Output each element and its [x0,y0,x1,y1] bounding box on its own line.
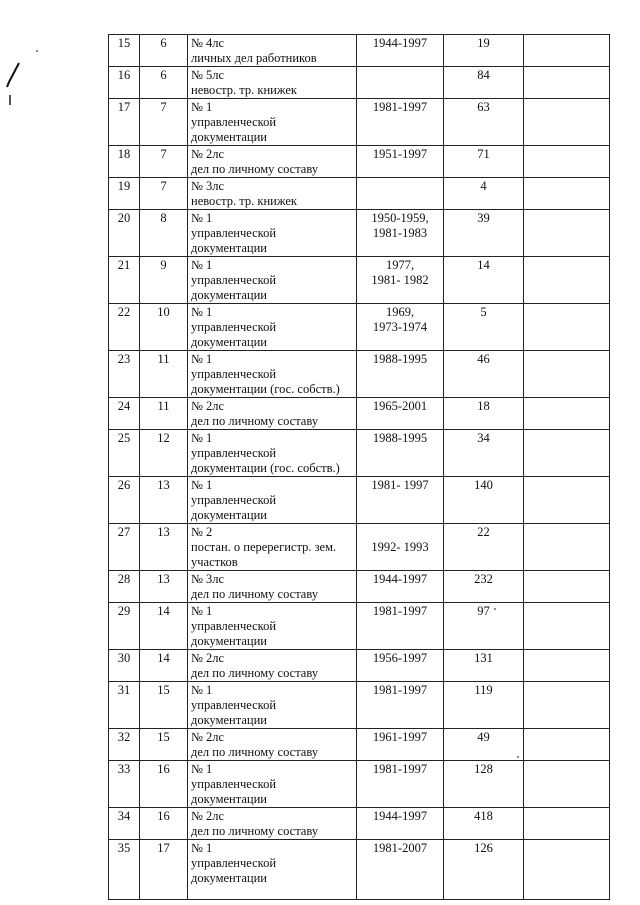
inventory-description-cell [188,603,357,650]
description-line: № 1 [191,305,213,319]
row-number-cell: 21 [109,257,140,304]
date-range-cell [357,178,444,210]
item-count-cell: 131 [444,650,524,682]
fund-registry-table [108,34,610,900]
row-number-cell: 26 [109,477,140,524]
row-number-cell: 30 [109,650,140,682]
item-count-cell: 63 [444,99,524,146]
fund-number-cell: 17 [140,840,188,900]
date-range-line: 1961-1997 [372,730,428,744]
description-line: № 1 [191,258,213,272]
description-line: № 1 [191,762,213,776]
inventory-description-cell [188,571,357,603]
description-line: личных дел работников [191,51,317,65]
item-count-cell: 14 [444,257,524,304]
inventory-description-cell [188,257,357,304]
fund-number-cell: 16 [140,761,188,808]
row-number-cell: 20 [109,210,140,257]
description-line: документации [191,634,267,648]
note-cell [524,351,610,398]
table-row [109,571,610,603]
date-range-line: 1965-2001 [372,399,428,413]
table-row [109,729,610,761]
table-row [109,35,610,67]
description-line: № 2лс [191,730,225,744]
date-range-cell [357,477,444,524]
inventory-description-cell [188,178,357,210]
date-range-cell [357,840,444,900]
date-range-cell [357,99,444,146]
description-line: управленческой [191,320,277,334]
table-row [109,178,610,210]
fund-number-cell: 14 [140,650,188,682]
fund-number-cell: 6 [140,67,188,99]
description-line: № 1 [191,352,213,366]
inventory-description-cell [188,808,357,840]
note-cell [524,571,610,603]
note-cell [524,808,610,840]
item-count-cell: 18 [444,398,524,430]
inventory-description-cell [188,146,357,178]
item-count-cell: 84 [444,67,524,99]
item-count-cell: 119 [444,682,524,729]
item-count-cell: 19 [444,35,524,67]
description-line: управленческой [191,493,277,507]
inventory-description-cell [188,304,357,351]
item-count-cell: 39 [444,210,524,257]
date-range-line: 1981-2007 [372,841,428,855]
row-number-cell: 23 [109,351,140,398]
date-range-cell [357,808,444,840]
scan-speck [36,50,38,52]
note-cell [524,398,610,430]
inventory-description-cell [188,761,357,808]
description-line: управленческой [191,777,277,791]
date-range-line: 1992- 1993 [371,540,429,554]
table-row [109,682,610,729]
description-line: документации [191,792,267,806]
description-line: управленческой [191,446,277,460]
fund-number-cell: 16 [140,808,188,840]
table-row [109,304,610,351]
fund-number-cell: 10 [140,304,188,351]
description-line: № 2лс [191,147,225,161]
table-row [109,146,610,178]
inventory-description-cell [188,99,357,146]
description-line: № 1 [191,431,213,445]
inventory-description-cell [188,840,357,900]
note-cell [524,761,610,808]
row-number-cell: 25 [109,430,140,477]
date-range-cell [357,398,444,430]
note-cell [524,603,610,650]
fund-number-cell: 7 [140,178,188,210]
table-row [109,650,610,682]
description-line: № 2 [191,525,213,539]
date-range-line: 1944-1997 [372,572,428,586]
fund-number-cell: 13 [140,524,188,571]
inventory-description-cell [188,524,357,571]
note-cell [524,650,610,682]
description-line: № 5лс [191,68,225,82]
fund-number-cell: 13 [140,477,188,524]
description-line: участков [191,555,238,569]
fund-number-cell: 15 [140,729,188,761]
item-count-cell: 97 [444,603,524,650]
date-range-line: 1981- 1982 [371,273,429,287]
description-line: № 2лс [191,809,225,823]
row-number-cell: 28 [109,571,140,603]
description-line: документации [191,130,267,144]
row-number-cell: 24 [109,398,140,430]
description-line: дел по личному составу [191,824,319,838]
date-range-line: 1950-1959, [371,211,429,225]
description-line: документации [191,288,267,302]
inventory-description-cell [188,35,357,67]
item-count-cell: 232 [444,571,524,603]
item-count-cell: 71 [444,146,524,178]
item-count-cell: 22 [444,524,524,571]
inventory-description-cell [188,351,357,398]
description-line: документации [191,508,267,522]
note-cell [524,729,610,761]
table-row [109,398,610,430]
row-number-cell: 35 [109,840,140,900]
inventory-description-cell [188,210,357,257]
table-row [109,351,610,398]
inventory-description-cell [188,477,357,524]
inventory-description-cell [188,67,357,99]
description-line: № 2лс [191,651,225,665]
fund-number-cell: 11 [140,351,188,398]
description-line: управленческой [191,619,277,633]
date-range-line: 1981-1997 [372,604,428,618]
fund-number-cell: 11 [140,398,188,430]
row-number-cell: 15 [109,35,140,67]
note-cell [524,477,610,524]
row-number-cell: 31 [109,682,140,729]
item-count-cell: 46 [444,351,524,398]
date-range-cell [357,650,444,682]
pen-tick [9,95,11,105]
date-range-cell [357,603,444,650]
table-row [109,210,610,257]
fund-number-cell: 7 [140,99,188,146]
note-cell [524,682,610,729]
date-range-line [360,525,440,540]
description-line: дел по личному составу [191,745,319,759]
date-range-cell [357,67,444,99]
fund-number-cell: 13 [140,571,188,603]
description-line: № 1 [191,100,213,114]
note-cell [524,178,610,210]
date-range-line: 1981- 1997 [371,478,429,492]
table-row [109,524,610,571]
date-range-cell [357,571,444,603]
item-count-cell: 418 [444,808,524,840]
description-line: № 1 [191,211,213,225]
date-range-cell [357,430,444,477]
note-cell [524,430,610,477]
date-range-line: 1981-1997 [372,683,428,697]
date-range-line: 1944-1997 [372,36,428,50]
description-line: № 4лс [191,36,225,50]
table-row [109,99,610,146]
fund-number-cell: 6 [140,35,188,67]
description-line: управленческой [191,226,277,240]
fund-number-cell: 12 [140,430,188,477]
date-range-line: 1988-1995 [372,431,428,445]
date-range-cell [357,524,444,571]
table-row [109,67,610,99]
date-range-line: 1977, [385,258,415,272]
row-number-cell: 18 [109,146,140,178]
item-count-cell: 140 [444,477,524,524]
date-range-cell [357,257,444,304]
note-cell [524,146,610,178]
note-cell [524,840,610,900]
row-number-cell: 34 [109,808,140,840]
date-range-line: 1951-1997 [372,147,428,161]
description-line: № 1 [191,683,213,697]
item-count-cell: 34 [444,430,524,477]
description-line: управленческой [191,115,277,129]
description-line: невостр. тр. книжек [191,83,297,97]
date-range-line: 1969, [385,305,415,319]
description-line: документации (гос. собств.) [191,382,340,396]
fund-number-cell: 8 [140,210,188,257]
date-range-line: 1956-1997 [372,651,428,665]
inventory-description-cell [188,682,357,729]
date-range-cell [357,682,444,729]
table-row [109,603,610,650]
table-row [109,430,610,477]
description-line: управленческой [191,698,277,712]
fund-number-cell: 15 [140,682,188,729]
fund-number-cell: 9 [140,257,188,304]
pen-mark [6,62,20,88]
date-range-cell [357,729,444,761]
table-row [109,477,610,524]
description-line: документации [191,241,267,255]
table-row [109,840,610,900]
note-cell [524,67,610,99]
description-line: № 1 [191,478,213,492]
description-line: документации [191,713,267,727]
date-range-cell [357,351,444,398]
date-range-cell [357,304,444,351]
item-count-cell: 126 [444,840,524,900]
date-range-cell [357,35,444,67]
inventory-description-cell [188,430,357,477]
note-cell [524,257,610,304]
item-count-cell: 5 [444,304,524,351]
description-line: № 3лс [191,179,225,193]
row-number-cell: 29 [109,603,140,650]
note-cell [524,210,610,257]
date-range-line: 1981-1983 [372,226,428,240]
row-number-cell: 32 [109,729,140,761]
description-line: дел по личному составу [191,587,319,601]
row-number-cell: 16 [109,67,140,99]
fund-number-cell: 14 [140,603,188,650]
date-range-cell [357,210,444,257]
row-number-cell: 27 [109,524,140,571]
date-range-line: 1944-1997 [372,809,428,823]
description-line: документации [191,871,267,885]
description-line: управленческой [191,856,277,870]
description-line: управленческой [191,273,277,287]
description-line: № 1 [191,841,213,855]
row-number-cell: 17 [109,99,140,146]
description-line: невостр. тр. книжек [191,194,297,208]
row-number-cell: 33 [109,761,140,808]
description-line: № 2лс [191,399,225,413]
date-range-cell [357,146,444,178]
table-row [109,257,610,304]
description-line: № 3лс [191,572,225,586]
item-count-cell: 128 [444,761,524,808]
table-row [109,761,610,808]
description-line: документации (гос. собств.) [191,461,340,475]
inventory-description-cell [188,398,357,430]
description-line: документации [191,335,267,349]
date-range-line: 1981-1997 [372,100,428,114]
inventory-description-cell [188,729,357,761]
description-line: управленческой [191,367,277,381]
date-range-line: 1981-1997 [372,762,428,776]
table-row [109,808,610,840]
row-number-cell: 22 [109,304,140,351]
description-line: дел по личному составу [191,162,319,176]
note-cell [524,304,610,351]
row-number-cell: 19 [109,178,140,210]
inventory-description-cell [188,650,357,682]
date-range-cell [357,761,444,808]
fund-number-cell: 7 [140,146,188,178]
note-cell [524,524,610,571]
description-line: постан. о перерегистр. зем. [191,540,337,554]
description-line: дел по личному составу [191,666,319,680]
description-line: дел по личному составу [191,414,319,428]
note-cell [524,35,610,67]
note-cell [524,99,610,146]
item-count-cell: 4 [444,178,524,210]
date-range-line: 1988-1995 [372,352,428,366]
item-count-cell: 49 [444,729,524,761]
date-range-line: 1973-1974 [372,320,428,334]
description-line: № 1 [191,604,213,618]
